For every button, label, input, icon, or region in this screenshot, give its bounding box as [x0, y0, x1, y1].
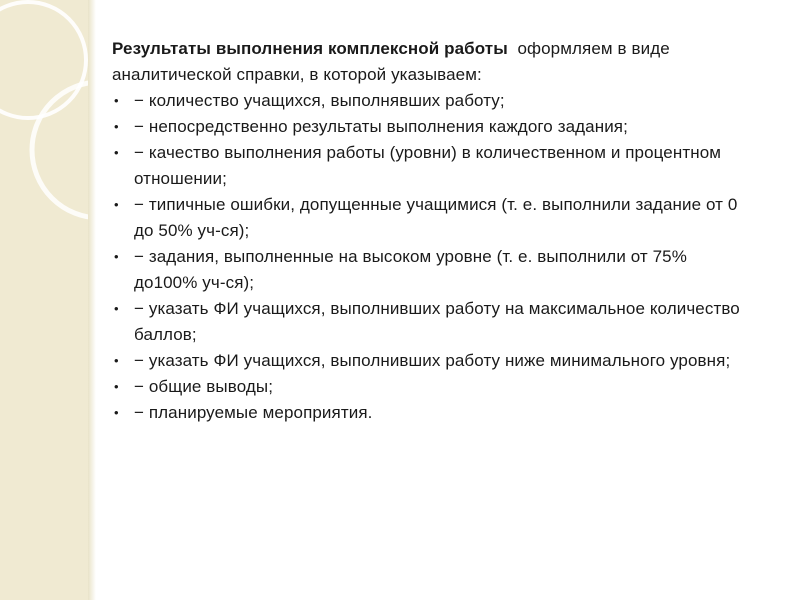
bullet-icon: • — [114, 379, 119, 394]
bullet-icon: • — [114, 301, 119, 316]
intro-paragraph — [112, 36, 752, 88]
bullet-icon: • — [114, 145, 119, 160]
list-item-text: − непосредственно результаты выполнения каждого задания; — [134, 117, 628, 136]
bullet-icon: • — [114, 405, 119, 420]
decorative-side-panel — [0, 0, 88, 600]
list-item-text: − количество учащихся, выполнявших работу; — [134, 91, 505, 110]
list-item-text: − указать ФИ учащихся, выполнивших работу на максимальное количество баллов; — [134, 299, 740, 344]
bullet-list — [112, 88, 752, 426]
list-item — [112, 114, 752, 140]
bullet-icon: • — [114, 93, 119, 108]
intro-lead: Результаты выполнения комплексной работы — [112, 39, 508, 58]
panel-divider — [88, 0, 96, 600]
list-item-text: − указать ФИ учащихся, выполнивших работу ниже минимального уровня; — [134, 351, 731, 370]
list-item-text: − общие выводы; — [134, 377, 274, 396]
list-item — [112, 244, 752, 296]
list-item — [112, 88, 752, 114]
list-item — [112, 400, 752, 426]
bullet-icon: • — [114, 119, 119, 134]
list-item — [112, 374, 752, 400]
bullet-icon: • — [114, 353, 119, 368]
list-item — [112, 192, 752, 244]
list-item-text: − задания, выполненные на высоком уровне (т. е. выполнили от 75% до100% уч-ся); — [134, 247, 687, 292]
bullet-icon: • — [114, 197, 119, 212]
list-item — [112, 296, 752, 348]
list-item — [112, 140, 752, 192]
list-item-text: − планируемые мероприятия. — [134, 403, 373, 422]
bullet-icon: • — [114, 249, 119, 264]
list-item-text: − качество выполнения работы (уровни) в количественном и процентном отношении; — [134, 143, 722, 188]
intro-rest: оформляем в виде аналитической справки, в которой указываем: — [112, 39, 675, 84]
list-item-text: − типичные ошибки, допущенные учащимися (т. е. выполнили задание от 0 до 50% уч-ся); — [134, 195, 738, 240]
list-item — [112, 348, 752, 374]
document-body — [112, 36, 752, 426]
